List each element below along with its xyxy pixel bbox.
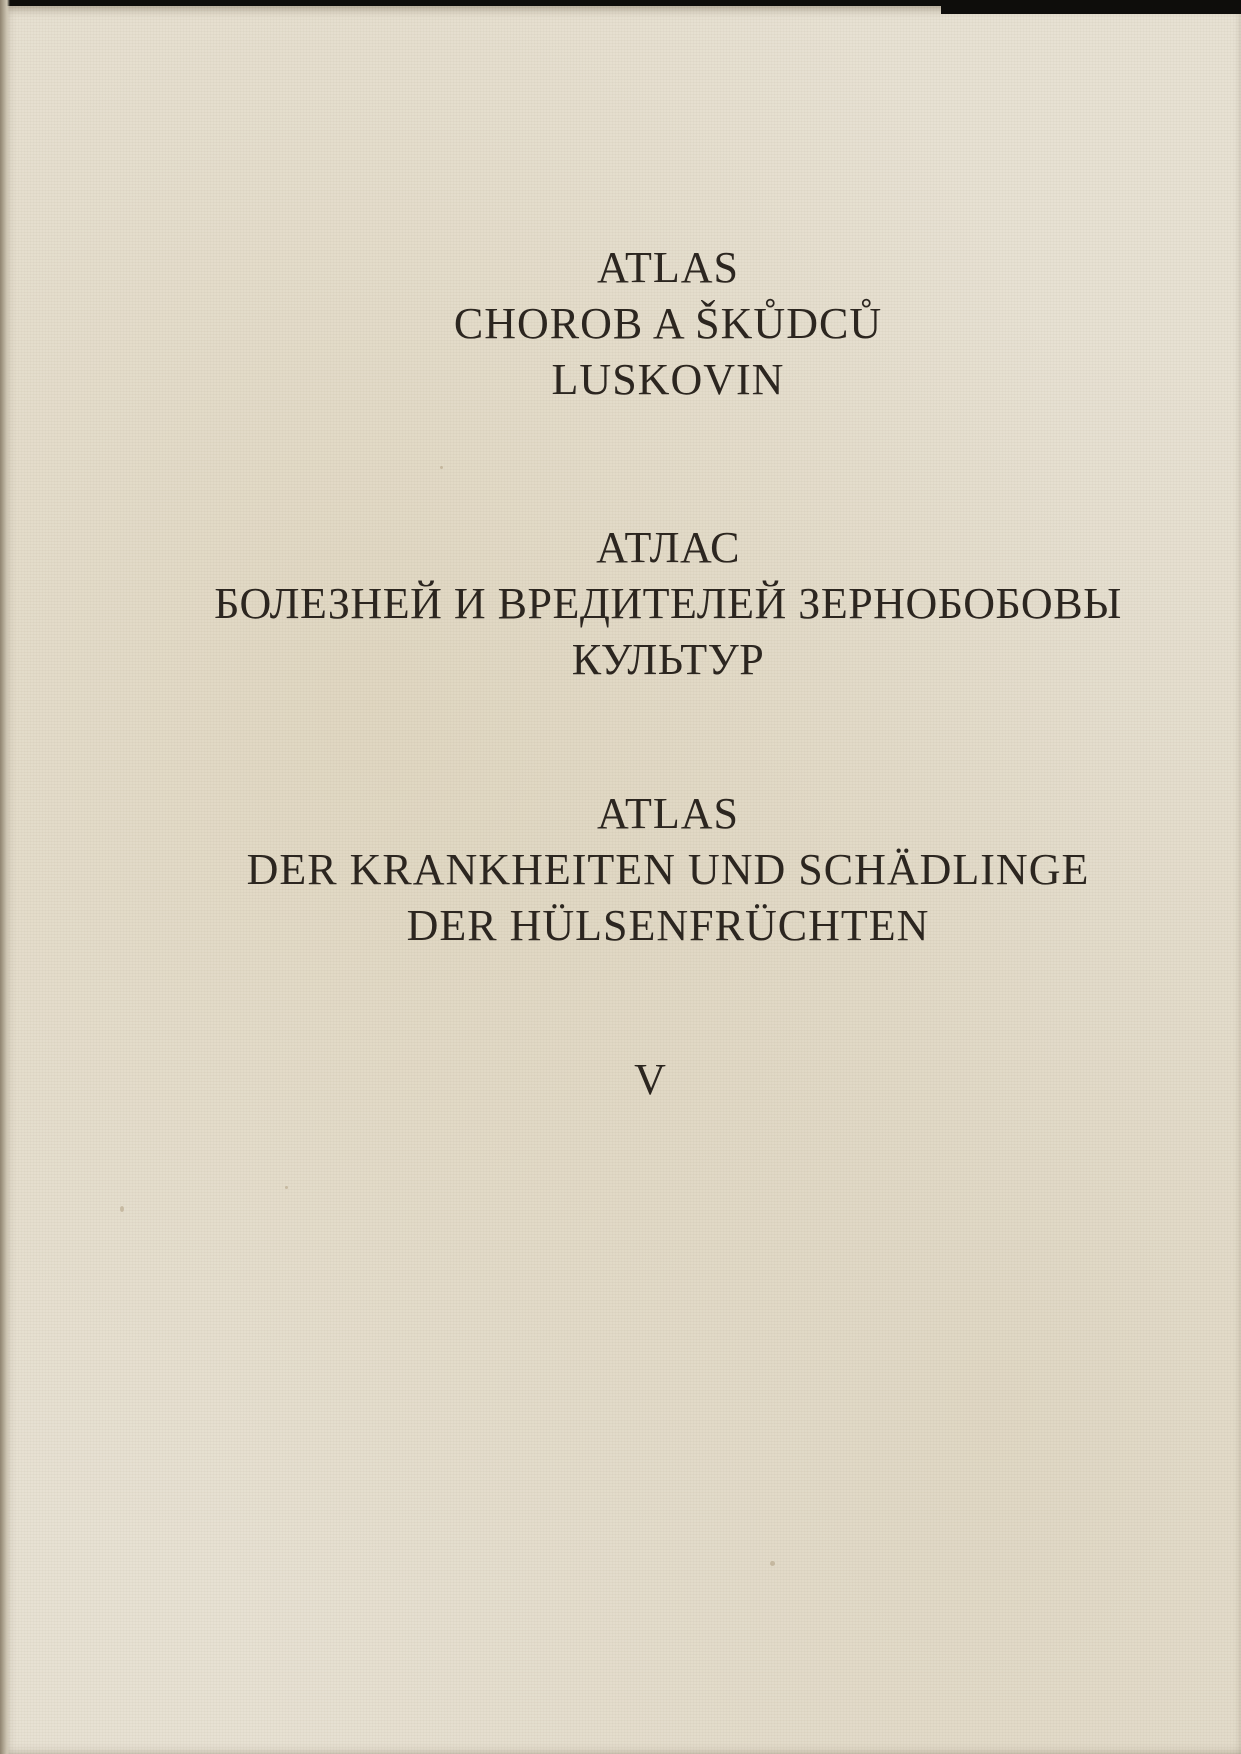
- russian-title: [0, 520, 1241, 688]
- german-title-line-3: DER HÜLSENFRÜCHTEN: [406, 901, 930, 950]
- russian-title-line-1: АТЛАС: [596, 523, 740, 572]
- czech-title: [0, 240, 1241, 408]
- czech-title-line-1: ATLAS: [597, 243, 739, 292]
- volume-number: V: [634, 1055, 666, 1104]
- stain-speck: [120, 1206, 124, 1212]
- russian-title-line-2: БОЛЕЗНЕЙ И ВРЕДИТЕЛЕЙ ЗЕРНОБОБОВЫ: [214, 579, 1122, 628]
- german-title-line-2: DER KRANKHEITEN UND SCHÄDLINGE: [246, 845, 1090, 894]
- czech-title-line-2: CHOROB A ŠKŮDCŮ: [453, 299, 883, 348]
- stain-speck: [770, 1561, 775, 1566]
- scan-background-corner: [941, 0, 1241, 14]
- czech-title-line-3: LUSKOVIN: [551, 355, 785, 404]
- russian-title-line-3: КУЛЬТУР: [571, 635, 765, 684]
- spine-edge: [0, 0, 10, 1754]
- german-title-line-1: ATLAS: [597, 789, 739, 838]
- cloth-cover: [0, 6, 1241, 1754]
- stain-speck: [440, 466, 443, 469]
- german-title: [0, 786, 1241, 954]
- stain-speck: [285, 1186, 288, 1189]
